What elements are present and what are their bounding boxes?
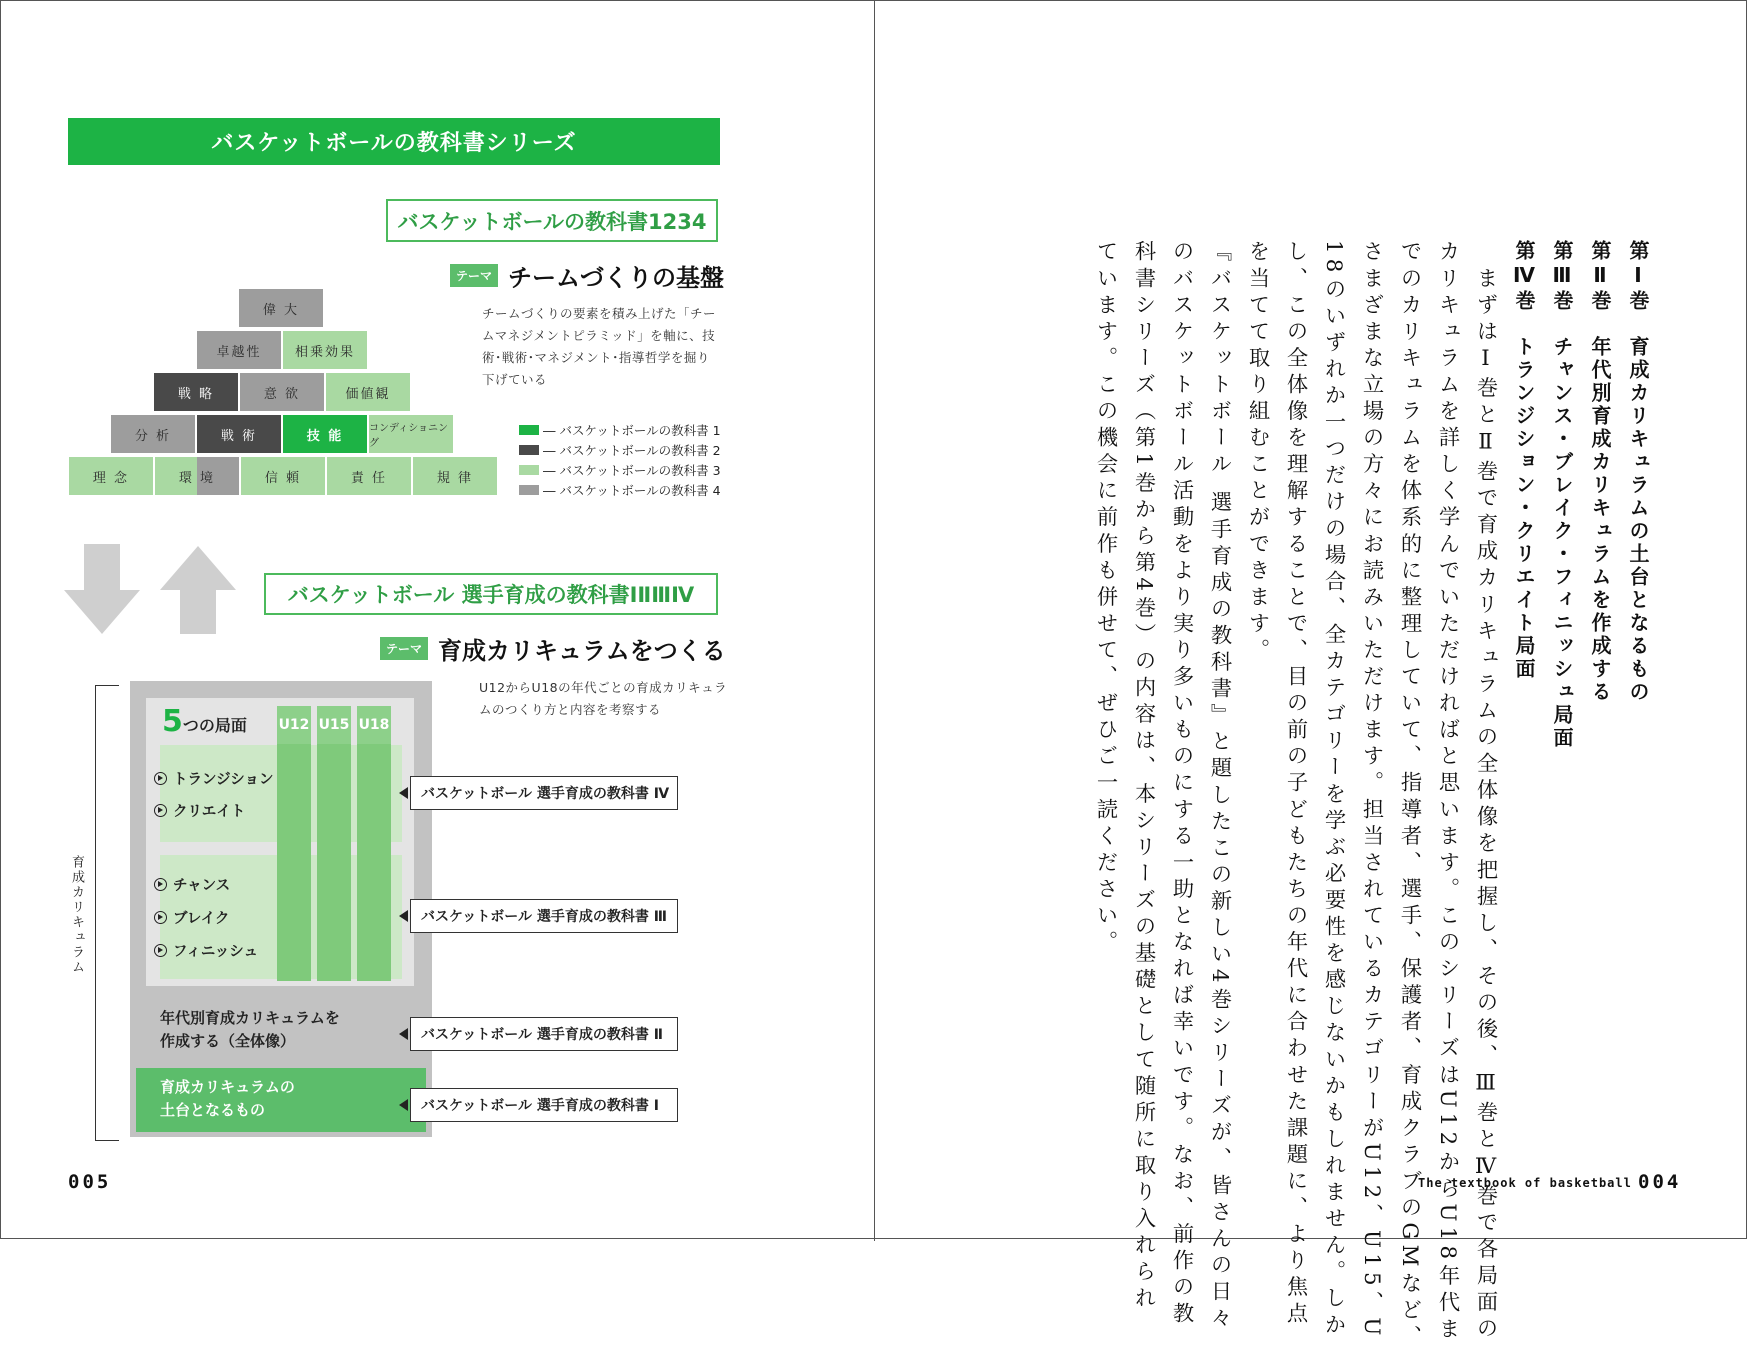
play-icon [154, 772, 167, 785]
age-header: U18 [357, 706, 391, 744]
heading-vol-3: 第Ⅲ巻 チャンス・ブレイク・フィニッシュ局面 [1550, 240, 1574, 750]
pyramid-cell: 分 析 [110, 414, 196, 454]
pyramid-cell: 責 任 [326, 456, 412, 496]
legend-swatch [519, 485, 539, 495]
pyramid-legend [519, 420, 721, 500]
pointer-icon [399, 910, 408, 922]
body-line: さまざまな立場の方々にお読みいただけます。担当されているカテゴリーがU12、U15、U [1359, 240, 1384, 1341]
pyramid-cell: 規 律 [412, 456, 498, 496]
heading-vol-2: 第Ⅱ巻 年代別育成カリキュラムを作成する [1588, 240, 1612, 704]
pointer-icon [399, 787, 408, 799]
body-line: を当てて取り組むことができます。 [1245, 240, 1270, 665]
legend-label: ― バスケットボールの教科書 2 [543, 443, 721, 458]
book1234-description: チームづくりの要素を積み上げた「チームマネジメントピラミッド」を軸に、技術･戦術･マネジメント･指導哲学を掘り下げている [482, 306, 717, 387]
pyramid-cell: 意 欲 [239, 372, 325, 412]
callout-book-ii: バスケットボール 選手育成の教科書 Ⅱ [410, 1017, 678, 1051]
pointer-icon [399, 1099, 408, 1111]
legend-label: ― バスケットボールの教科書 4 [543, 483, 721, 498]
play-icon [154, 804, 167, 817]
legend-item [519, 420, 721, 440]
callout-book-iii: バスケットボール 選手育成の教科書 Ⅲ [410, 899, 678, 933]
phase-item [154, 768, 273, 789]
pyramid-cell: 理 念 [68, 456, 154, 496]
arrow-up-icon [158, 544, 238, 636]
pyramid-cell: 戦 略 [153, 372, 239, 412]
foundation-line: 土台となるもの [160, 1101, 266, 1119]
legend-item [519, 460, 721, 480]
play-icon [154, 911, 167, 924]
book1234-label: バスケットボールの教科書1234 [386, 199, 718, 242]
curriculum-vertical-label: 育成カリキュラム [69, 855, 84, 975]
body-line: し、この全体像を理解することで、目の前の子どもたちの年代に合わせた課題に、より焦点 [1283, 240, 1308, 1329]
legend-label: ― バスケットボールの教科書 3 [543, 463, 721, 478]
youth-book-label: バスケットボール 選手育成の教科書ⅠⅡⅢⅣ [264, 573, 718, 615]
pointer-icon [399, 1028, 408, 1040]
five-phases-title [162, 704, 247, 739]
legend-swatch [519, 465, 539, 475]
body-line: でのカリキュラムを体系的に整理していて、指導者、選手、保護者、育成クラブのGMなど、 [1397, 240, 1422, 1351]
series-title: バスケットボールの教科書シリーズ [68, 118, 720, 165]
legend-swatch [519, 445, 539, 455]
phase-label: フィニッシュ [173, 944, 258, 960]
pyramid-cell: 技 能 [282, 414, 368, 454]
book-spine [874, 0, 875, 1241]
phase-label: クリエイト [173, 804, 246, 820]
theme-2 [380, 631, 726, 666]
phase-item [154, 874, 230, 895]
heading-vol-4: 第Ⅳ巻 トランジション・クリエイト局面 [1512, 240, 1536, 681]
u15-column [317, 706, 351, 981]
age-header: U12 [277, 706, 311, 744]
callout-book-i: バスケットボール 選手育成の教科書 Ⅰ [410, 1088, 678, 1122]
youth-description: U12からU18の年代ごとの育成カリキュラムのつくり方と内容を考察する [479, 680, 728, 717]
u12-column [277, 706, 311, 981]
body-line: カリキュラムを詳しく学んでいただければと思います。このシリーズはU12からU18年代ま [1435, 240, 1460, 1344]
arrow-down-icon [62, 544, 142, 636]
phase-label: チャンス [173, 878, 231, 894]
agegroup-line: 作成する（全体像） [160, 1032, 296, 1050]
theme-title: 育成カリキュラムをつくる [438, 637, 726, 665]
age-header: U15 [317, 706, 351, 744]
theme-title: チームづくりの基盤 [508, 264, 725, 292]
theme-tag: テーマ [380, 637, 428, 660]
phase-item [154, 940, 258, 961]
agegroup-curriculum-label [160, 1007, 340, 1053]
page-number-left: 005 [68, 1171, 112, 1193]
curriculum-bracket [95, 685, 119, 1141]
legend-label: ― バスケットボールの教科書 1 [543, 423, 721, 438]
foundation-line: 育成カリキュラムの [160, 1078, 295, 1096]
running-title: The textbook of basketball [1418, 1176, 1632, 1190]
play-icon [154, 878, 167, 891]
agegroup-line: 年代別育成カリキュラムを [160, 1009, 340, 1027]
phase-item [154, 907, 229, 928]
body-line: 18のいずれか一つだけの場合、全カテゴリーを学ぶ必要性を感じないかもしれません。しか [1321, 240, 1346, 1340]
five-label: つの局面 [182, 716, 247, 735]
body-line: のバスケットボール活動をより実り多いものにする一助となれば幸いです。なお、前作の教 [1169, 240, 1194, 1329]
pyramid-cell: 価値観 [325, 372, 411, 412]
body-line: まずはⅠ巻とⅡ巻で育成カリキュラムの全体像を把握し、その後、Ⅲ巻とⅣ巻で各局面の [1473, 240, 1498, 1344]
theme-tag: テーマ [450, 264, 498, 287]
u18-column [357, 706, 391, 981]
pyramid-cell: 戦 術 [196, 414, 282, 454]
body-line: 『バスケットボール 選手育成の教科書』と題したこの新しい4巻シリーズが、皆さんの日々 [1207, 240, 1232, 1333]
phase-label: トランジション [173, 772, 274, 788]
pyramid-cell: 環 境 [154, 456, 240, 496]
body-line: 科書シリーズ（第1巻から第4巻）の内容は、本シリーズの基礎として随所に取り入れられ [1131, 240, 1156, 1314]
pyramid-cell: 相乗効果 [282, 330, 368, 370]
play-icon [154, 944, 167, 957]
pyramid-cell: 卓越性 [196, 330, 282, 370]
heading-vol-1: 第Ⅰ巻 育成カリキュラムの土台となるもの [1626, 240, 1650, 704]
callout-book-iv: バスケットボール 選手育成の教科書 Ⅳ [410, 776, 678, 810]
pyramid-cell: 偉 大 [238, 288, 324, 328]
five-number: 5 [162, 704, 183, 739]
phase-item [154, 800, 245, 821]
pyramid-cell: コンディショニング [368, 414, 454, 454]
legend-swatch [519, 425, 539, 435]
legend-item [519, 440, 721, 460]
phase-label: ブレイク [173, 911, 230, 927]
legend-item [519, 480, 721, 500]
pyramid-cell: 信 頼 [240, 456, 326, 496]
page-number-right: 004 [1638, 1171, 1682, 1193]
body-line: ています。この機会に前作も併せて、ぜひご一読ください。 [1093, 240, 1118, 957]
theme-1 [450, 258, 724, 293]
foundation-block [136, 1068, 426, 1132]
